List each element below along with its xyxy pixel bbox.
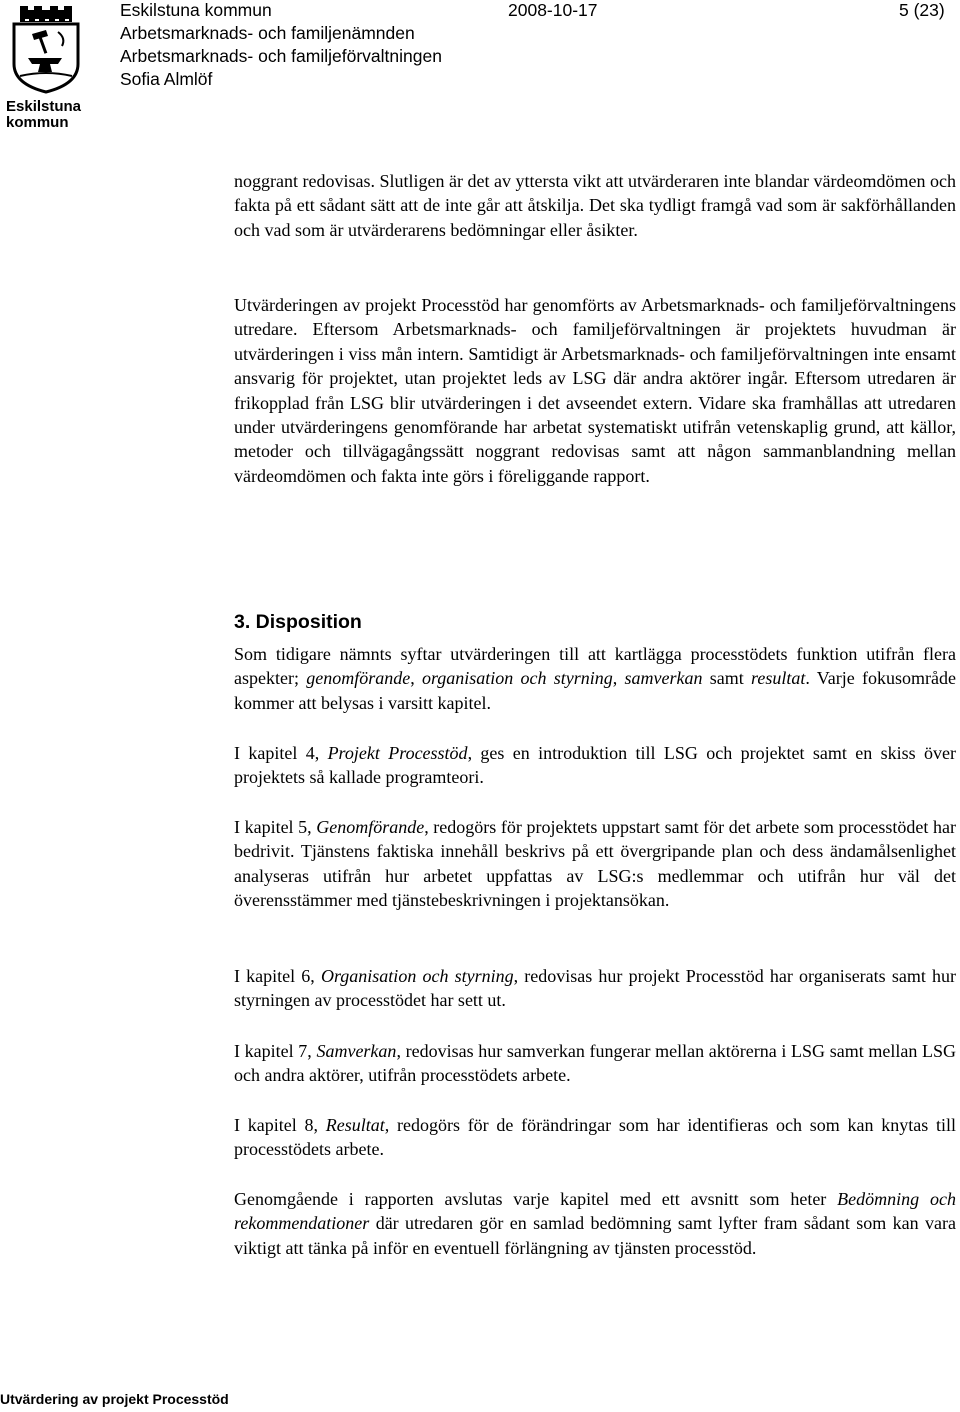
paragraph-closing <box>234 1187 956 1260</box>
paragraph-text: Genomgående i rapporten avslutas varje kapitel med ett avsnitt som heter Bedömning och rekommendationer där utredaren gör en samlad bedömning samt lyfter fram sådant som kan vara viktigt att tänka på inför en eventuell förlängning av tjänsten processtöd. <box>234 1189 956 1258</box>
paragraph-text: I kapitel 8, Resultat, redogörs för de förändringar som har identifieras och som kan knytas till processtödets arbete. <box>234 1115 956 1160</box>
coat-of-arms-icon <box>6 2 86 94</box>
paragraph-evaluation-intro <box>234 293 956 488</box>
header-organization: Eskilstuna kommun <box>120 0 272 20</box>
paragraph-text: I kapitel 5, Genomförande, redogörs för projektets uppstart samt för det arbete som processtödet har bedrivit. Tjänstens faktiska innehåll beskrivs på ett övergripande plan och dess ändamålsenlighet analyseras utifrån hur arbetet uppfattas av LSG:s medlemmar och utifrån hur väl det överensstämmer med tjänstebeskrivningen i projektansökan. <box>234 817 956 911</box>
header-page-number: 5 (23) <box>899 0 945 20</box>
paragraph-chapter-4 <box>234 741 956 790</box>
section-heading: 3. Disposition <box>234 611 362 633</box>
paragraph-chapter-6 <box>234 964 956 1013</box>
logo-wordmark-line1: Eskilstuna <box>6 98 82 115</box>
paragraph-text: I kapitel 4, Projekt Processtöd, ges en introduktion till LSG och projektet samt en skiss över projektets så kallade programteori. <box>234 743 956 788</box>
header-author: Sofia Almlöf <box>120 69 213 89</box>
paragraph-text: noggrant redovisas. Slutligen är det av yttersta vikt att utvärderaren inte blandar värdeomdömen och fakta på ett sådant sätt att de inte går att åtskilja. Det ska tydligt framgå vad som är sakförhållanden och vad som är utvärderarens bedömningar eller åsikter. <box>234 171 956 240</box>
header-date: 2008-10-17 <box>508 0 598 20</box>
paragraph-text: I kapitel 6, Organisation och styrning, redovisas hur projekt Processtöd har organiserats samt hur styrningen av processtödet har sett ut. <box>234 966 956 1011</box>
page-footer: Utvärdering av projekt Processtöd <box>0 1391 229 1407</box>
header-committee: Arbetsmarknads- och familjenämnden <box>120 23 415 43</box>
logo-wordmark-line2: kommun <box>6 114 69 131</box>
paragraph-chapter-7 <box>234 1039 956 1088</box>
paragraph-text: I kapitel 7, Samverkan, redovisas hur samverkan fungerar mellan aktörerna i LSG samt mellan LSG och andra aktörer, utifrån processtödets arbete. <box>234 1041 956 1086</box>
paragraph-chapter-5 <box>234 815 956 913</box>
paragraph-disposition-intro <box>234 642 956 715</box>
paragraph-text: Utvärderingen av projekt Processtöd har genomförts av Arbetsmarknads- och familjeförvaltningens utredare. Eftersom Arbetsmarknads- och familjeförvaltningen är projektets huvudman är utvärderingen i viss mån intern. Samtidigt är Arbetsmarknads- och familjeförvaltningen inte ensamt ansvarig för projektet, utan projektet leds av LSG där andra aktörer ingår. Eftersom utredaren är frikopplad från LSG blir utvärderingen i det avseendet extern. Vidare ska framhållas att utredaren under utvärderingens genomförande har arbetat systematiskt utifrån vetenskaplig grund, att källor, metoder och tillvägagångssätt noggrant redovisas samt att någon sammanblandning mellan värdeomdömen och fakta inte görs i föreliggande rapport. <box>234 295 956 486</box>
eskilstuna-logo <box>6 2 86 131</box>
header-administration: Arbetsmarknads- och familjeförvaltningen <box>120 46 442 66</box>
paragraph-text: Som tidigare nämnts syftar utvärderingen till att kartlägga processtödets funktion utifrån flera aspekter; genomförande, organisation och styrning, samverkan samt resultat. Varje fokusområde kommer att belysas i varsitt kapitel. <box>234 644 956 713</box>
paragraph-chapter-8 <box>234 1113 956 1162</box>
paragraph-continued <box>234 169 956 242</box>
